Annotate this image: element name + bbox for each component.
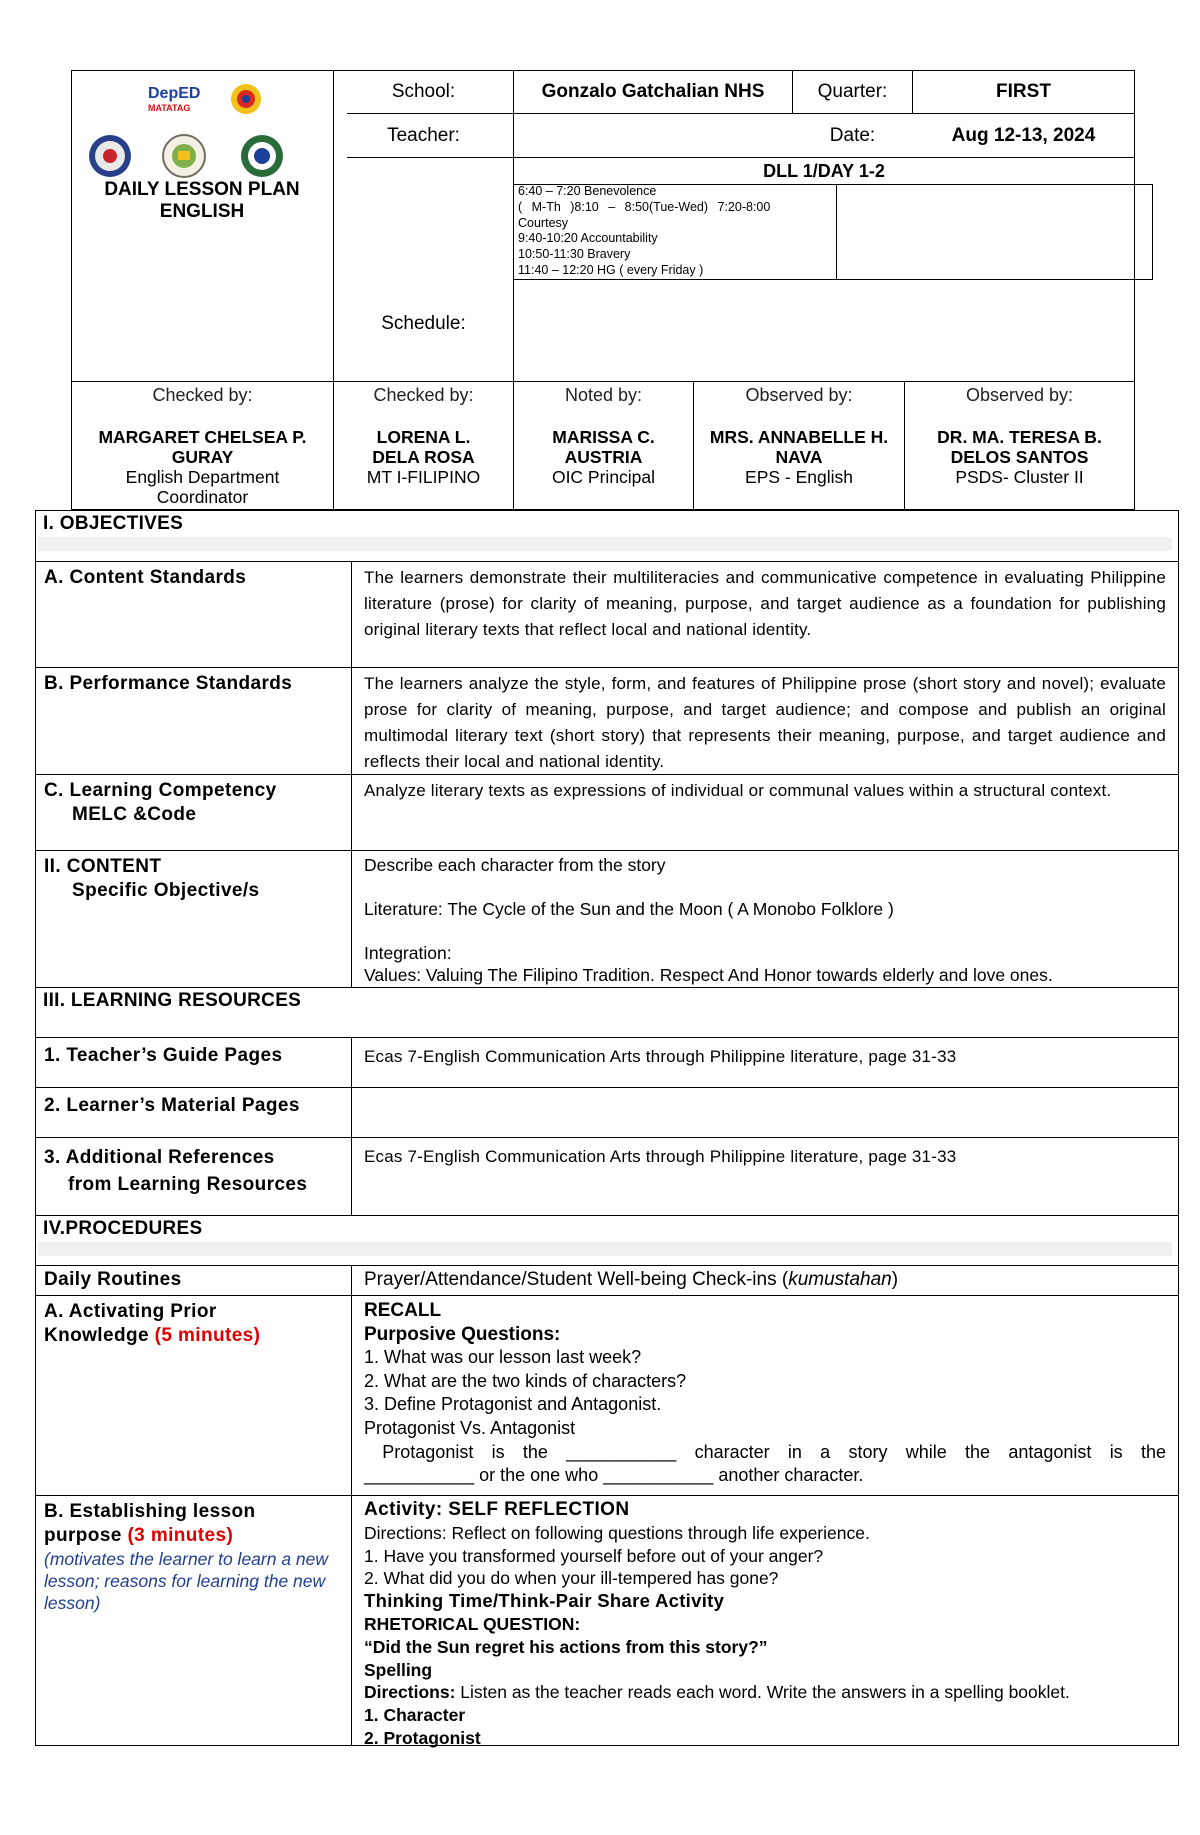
recall-heading: RECALL <box>364 1300 442 1321</box>
objectives-heading: I. OBJECTIVES <box>43 513 184 534</box>
routines-italic: kumustahan <box>788 1269 892 1290</box>
teachers-guide-label: 1. Teacher’s Guide Pages <box>36 1038 352 1087</box>
additional-references-line: 3. Additional References <box>44 1147 275 1168</box>
signatory-psds <box>905 381 1134 509</box>
learners-material-text <box>352 1088 1178 1137</box>
competency-row <box>36 774 1178 850</box>
teachers-guide-text: Ecas 7-English Communication Arts through Philippine literature, page 31-33 <box>364 1047 957 1066</box>
division-seal-icon <box>241 135 283 177</box>
content-standards-label: A. Content Standards <box>36 562 352 667</box>
signatory-name: MARISSA C. AUSTRIA <box>552 427 655 467</box>
thinking-time-heading: Thinking Time/Think-Pair Share Activity <box>364 1590 725 1612</box>
bagong-pilipinas-icon <box>231 84 261 114</box>
reflection-question: 1. Have you transformed yourself before out of your anger? <box>364 1545 824 1566</box>
signatory-principal <box>514 381 693 509</box>
date-label: Date: <box>829 124 876 146</box>
spelling-word: 2. Protagonist <box>364 1727 481 1748</box>
additional-references-row <box>36 1137 1178 1215</box>
additional-references-label <box>36 1138 352 1215</box>
signatory-name: DR. MA. TERESA B. DELOS SANTOS <box>937 427 1102 467</box>
additional-references-line: from Learning Resources <box>68 1174 308 1195</box>
question-item: 3. Define Protagonist and Antagonist. <box>364 1394 662 1415</box>
performance-standards-text: The learners analyze the style, form, and features of Philippine prose (short story and novel); evaluate prose for clarity of meaning, purpose, and target audience; and compose and publish an original multimodal literary text (short story) that represents their meaning, purpose, and target audience and reflects their local and national identity. <box>364 674 1166 771</box>
school-label: School: <box>391 81 456 102</box>
establishing-label-line: B. Establishing lesson <box>44 1501 256 1522</box>
school-value: Gonzalo Gatchalian NHS <box>541 81 765 102</box>
schedule-line: 6:40 – 7:20 Benevolence <box>518 184 657 198</box>
purposive-questions-heading: Purposive Questions: <box>364 1323 561 1345</box>
activating-time: (5 minutes) <box>154 1325 261 1346</box>
establishing-time: (3 minutes) <box>127 1525 234 1546</box>
establishing-note: (motivates the learner to learn a new lesson; reasons for learning the new lesson) <box>44 1549 329 1613</box>
quarter-label: Quarter: <box>817 81 888 102</box>
competency-text: Analyze literary texts as expressions of individual or communal values within a structural context. <box>364 781 1112 800</box>
additional-references-text: Ecas 7-English Communication Arts through Philippine literature, page 31-33 <box>364 1147 957 1166</box>
activating-label-line: Knowledge <box>44 1325 149 1346</box>
spelling-word: 1. Character <box>364 1705 466 1726</box>
question-item: 2. What are the two kinds of characters? <box>364 1370 687 1391</box>
spelling-heading: Spelling <box>364 1659 433 1680</box>
values-text: Values: Valuing The Filipino Tradition. Respect And Honor towards elderly and love ones. <box>364 965 1053 985</box>
activating-content <box>352 1296 1178 1495</box>
learners-material-label: 2. Learner’s Material Pages <box>36 1088 352 1137</box>
directions-text: Directions: Reflect on following questions through life experience. <box>364 1522 870 1543</box>
schedule-list <box>518 184 838 279</box>
protagonist-vs-antagonist: Protagonist Vs. Antagonist <box>364 1417 576 1438</box>
specific-objective: Describe each character from the story <box>364 855 666 875</box>
signatory-position: English Department Coordinator <box>125 467 280 507</box>
activity-heading: Activity: SELF REFLECTION <box>364 1499 630 1520</box>
header-table <box>71 70 1135 510</box>
content-row <box>36 850 1178 987</box>
signatory-role: Noted by: <box>564 385 643 405</box>
establishing-content <box>352 1496 1178 1746</box>
content-standards-row <box>36 561 1178 667</box>
establishing-label-line: purpose <box>44 1525 122 1546</box>
signatory-role: Checked by: <box>373 385 474 405</box>
schedule-line: 10:50-11:30 Bravery <box>518 247 631 262</box>
content-standards-text: The learners demonstrate their multiliteracies and communicative competence in evaluating Philippine literature (prose) for clarity of meaning, purpose, and target audience as a foundation for publishing original literary texts that reflect local and national identity. <box>364 568 1166 639</box>
activating-prior-knowledge-row <box>36 1295 1178 1495</box>
signatory-position: OIC Principal <box>551 467 656 487</box>
fill-in-line: Protagonist is the ___________ character in a story while the antagonist is the <box>364 1441 1166 1462</box>
reflection-question: 2. What did you do when your ill-tempered has gone? <box>364 1568 779 1589</box>
fill-in-line: ___________ or the one who ___________ another character. <box>364 1465 864 1486</box>
signatory-coordinator <box>72 381 333 509</box>
signatory-role: Observed by: <box>745 385 853 405</box>
svg-text:MATATAG: MATATAG <box>148 103 191 113</box>
content-label-line: II. CONTENT <box>44 856 162 877</box>
competency-label <box>36 775 352 850</box>
signatory-role: Checked by: <box>152 385 253 405</box>
question-item: 1. What was our lesson last week? <box>364 1347 642 1368</box>
teacher-label: Teacher: <box>387 124 460 146</box>
competency-label-line: MELC &Code <box>72 804 197 825</box>
literature-title: Literature: The Cycle of the Sun and the Moon ( A Monobo Folklore ) <box>364 899 894 919</box>
schedule-line: 11:40 – 12:20 HG ( every Friday ) <box>518 262 704 277</box>
spelling-directions-label: Directions: <box>364 1682 456 1703</box>
integration-label: Integration: <box>364 943 452 963</box>
schedule-line: 9:40-10:20 Accountability <box>518 231 658 246</box>
signatory-position: PSDS- Cluster II <box>955 467 1084 487</box>
plan-title: DAILY LESSON PLAN <box>104 179 300 200</box>
procedures-heading-row <box>36 1215 1178 1265</box>
routines-text: Prayer/Attendance/Student Well-being Check-ins ( <box>364 1269 789 1290</box>
daily-routines-row <box>36 1265 1178 1295</box>
rhetorical-heading: RHETORICAL QUESTION: <box>364 1613 581 1634</box>
subject-title: ENGLISH <box>159 201 245 222</box>
activating-label-line: A. Activating Prior <box>44 1301 217 1322</box>
competency-label-line: C. Learning Competency <box>44 780 277 801</box>
logo-area <box>72 71 334 381</box>
resources-heading-row <box>36 987 1178 1037</box>
lesson-table <box>35 510 1179 1746</box>
daily-routines-label: Daily Routines <box>36 1266 352 1295</box>
deped-seal-icon <box>89 135 131 177</box>
spelling-directions-text: Listen as the teacher reads each word. Write the answers in a spelling booklet. <box>455 1682 1070 1703</box>
content-details <box>352 851 1178 987</box>
objectives-heading-row <box>36 511 1178 561</box>
daily-routines-text <box>352 1266 1178 1295</box>
establishing-label <box>36 1496 352 1746</box>
signatory-eps <box>694 381 904 509</box>
teachers-guide-row <box>36 1037 1178 1087</box>
signatory-name: MARGARET CHELSEA P. GURAY <box>98 427 307 467</box>
signatory-position: MT I-FILIPINO <box>366 467 481 487</box>
resources-heading: III. LEARNING RESOURCES <box>43 990 302 1011</box>
procedures-heading: IV.PROCEDURES <box>43 1218 203 1239</box>
svg-text:DepED: DepED <box>148 85 201 102</box>
learners-material-row <box>36 1087 1178 1137</box>
activating-label <box>36 1296 352 1495</box>
date-value: Aug 12-13, 2024 <box>951 124 1096 146</box>
dll-label: DLL 1/DAY 1-2 <box>763 160 885 181</box>
schedule-line: Courtesy <box>518 215 569 230</box>
performance-standards-row <box>36 667 1178 774</box>
content-label <box>36 851 352 987</box>
school-seal-icon <box>163 135 205 177</box>
establishing-purpose-row <box>36 1495 1178 1746</box>
deped-matatag-logo <box>72 71 334 181</box>
quarter-value: FIRST <box>996 81 1051 102</box>
rhetorical-question: “Did the Sun regret his actions from this story?” <box>364 1636 768 1657</box>
schedule-line: ( M-Th )8:10 – 8:50(Tue-Wed) 7:20-8:00 <box>518 199 771 214</box>
teacher-value <box>514 114 792 157</box>
signatory-name: MRS. ANNABELLE H. NAVA <box>709 427 889 467</box>
signatory-mt <box>334 381 513 509</box>
content-label-line: Specific Objective/s <box>72 880 260 901</box>
routines-close: ) <box>891 1269 899 1290</box>
performance-standards-label: B. Performance Standards <box>36 668 352 774</box>
signatory-name: LORENA L. DELA ROSA <box>372 427 475 467</box>
signatory-role: Observed by: <box>965 385 1074 405</box>
schedule-label: Schedule: <box>381 313 466 334</box>
signatory-position: EPS - English <box>745 467 853 487</box>
